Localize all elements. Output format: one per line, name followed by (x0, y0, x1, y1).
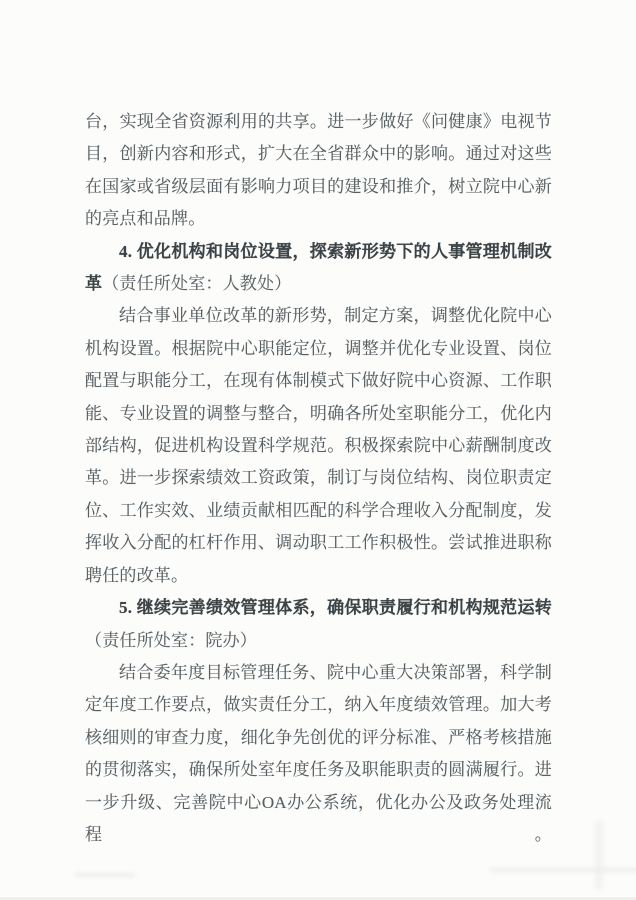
heading-continuation: 革 (85, 274, 103, 294)
text-line: 革。进一步探索绩效工资政策，制订与岗位结构、岗位职责定 (85, 468, 552, 488)
text-line: 的贯彻落实，确保所处室年度任务及职能职责的圆满履行。进 (85, 760, 552, 780)
text-line: 挥收入分配的杠杆作用、调动职工工作积极性。尝试推进职称 (85, 533, 552, 553)
scan-artifact (75, 873, 135, 877)
document-text-block (85, 106, 552, 851)
text-line: 一步升级、完善院中心OA办公系统，优化办公及政务处理流程。 (85, 792, 552, 844)
section-heading-4: 4. 优化机构和岗位设置，探索新形势下的人事管理机制改 (119, 241, 552, 261)
text-line: 能、专业设置的调整与整合，明确各所处室职能分工，优化内 (85, 403, 552, 423)
text-line: 结合委年度目标管理任务、院中心重大决策部署，科学制 (119, 662, 552, 682)
text-line: 部结构，促进机构设置科学规范。积极探索院中心薪酬制度改 (85, 436, 552, 456)
text-line: 聘任的改革。 (85, 565, 189, 585)
text-line: 位、工作实效、业绩贡献相匹配的科学合理收入分配制度，发 (85, 500, 552, 520)
text-line: 配置与职能分工，在现有体制模式下做好院中心资源、工作职 (85, 371, 552, 391)
text-line: 核细则的审查力度，细化争先创优的评分标准、严格考核措施 (85, 727, 552, 747)
section-heading-5: 5. 继续完善绩效管理体系，确保职责履行和机构规范运转 (119, 598, 552, 618)
text-line: 目，创新内容和形式，扩大在全省群众中的影响。通过对这些 (85, 144, 552, 164)
text-line: 的亮点和品牌。 (85, 209, 206, 229)
text-line: 在国家或省级层面有影响力项目的建设和推介，树立院中心新 (85, 176, 552, 196)
text-line: 台，实现全省资源利用的共享。进一步做好《问健康》电视节 (85, 112, 552, 131)
scan-artifact (595, 820, 603, 890)
scan-artifact (490, 868, 636, 872)
responsibility-note: （责任所处室：人教处） (102, 274, 292, 294)
text-line: 机构设置。根据院中心职能定位，调整并优化专业设置、岗位 (85, 338, 552, 358)
text-line: 结合事业单位改革的新形势，制定方案，调整优化院中心 (119, 306, 552, 326)
text-line: 定年度工作要点，做实责任分工，纳入年度绩效管理。加大考 (85, 695, 552, 715)
text-line (85, 268, 552, 300)
responsibility-note: （责任所处室：院办） (85, 630, 257, 650)
